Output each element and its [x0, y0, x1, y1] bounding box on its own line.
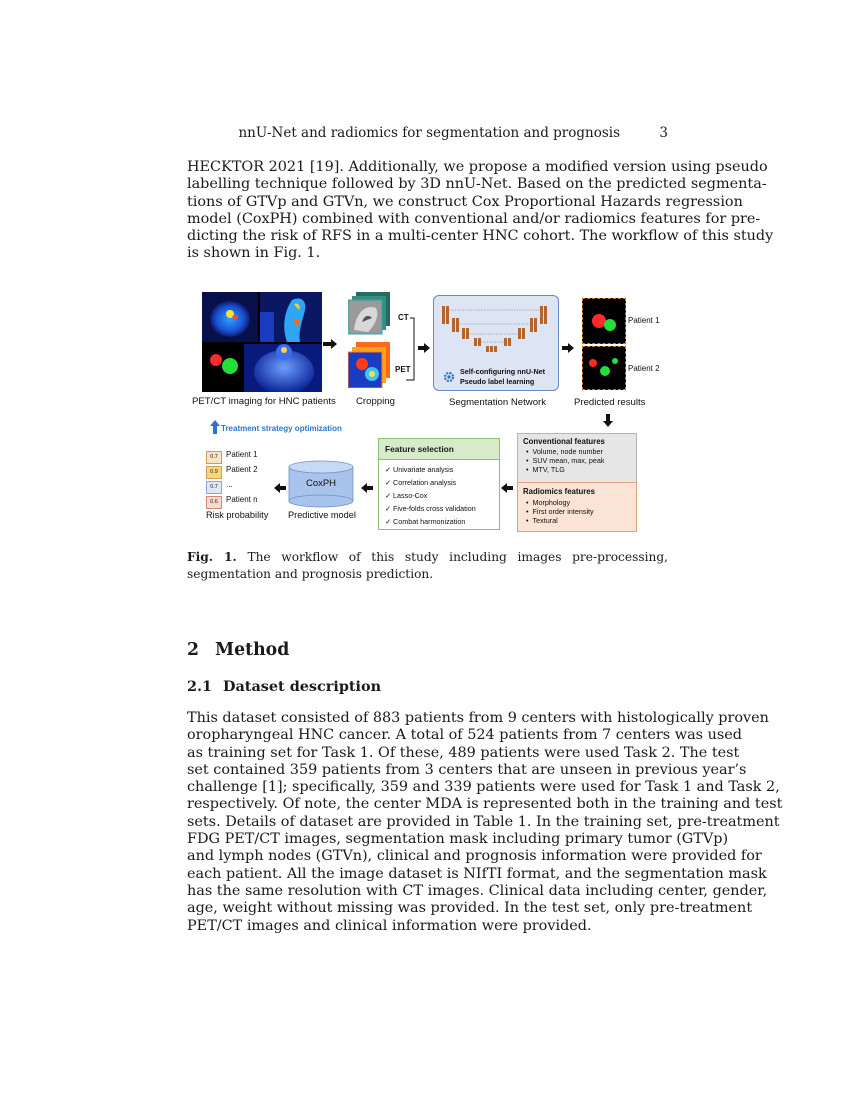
- running-title: nnU-Net and radiomics for segmentation and prognosis: [238, 125, 620, 141]
- text-line: as training set for Task 1. Of these, 489 patients were used Task 2. The test: [187, 744, 740, 761]
- patient-2-label: Patient 2: [628, 364, 660, 373]
- section-number: 2: [187, 640, 200, 660]
- risk-probability-label: Risk probability: [206, 510, 269, 520]
- text-line: labelling technique followed by 3D nnU-Net. Based on the predicted segmenta-: [187, 176, 767, 193]
- text-line: each patient. All the image dataset is NIfTI format, and the segmentation mask: [187, 865, 767, 882]
- predicted-image-patient-1: [582, 298, 626, 344]
- radiomics-feature-item: • Textural: [526, 516, 558, 525]
- treatment-label: Treatment strategy optimization: [221, 424, 342, 433]
- conventional-feature-item: • SUV mean, max, peak: [526, 456, 605, 465]
- arrow-icon: [418, 340, 430, 358]
- text-line: sets. Details of dataset are provided in Table 1. In the training set, pre-treatment: [187, 813, 780, 830]
- text-line: model (CoxPH) combined with conventional and/or radiomics features for pre-: [187, 210, 761, 227]
- text-line: has the same resolution with CT images. Clinical data including center, gender,: [187, 882, 768, 899]
- imaging-label: PET/CT imaging for HNC patients: [192, 396, 336, 407]
- text-line: FDG PET/CT images, segmentation mask including primary tumor (GTVp): [187, 831, 729, 848]
- risk-patient-label: Patient 2: [226, 465, 258, 474]
- dataset-paragraph: [187, 710, 783, 935]
- segmentation-network-box: [433, 295, 559, 391]
- arrow-left-icon: [501, 480, 513, 498]
- figure-caption: [187, 549, 668, 582]
- text-line: tions of GTVp and GTVn, we construct Cox Proportional Hazards regression: [187, 193, 743, 210]
- cropping-label: Cropping: [356, 396, 395, 407]
- petct-image-panel: [202, 292, 322, 392]
- risk-value: 0.7: [206, 451, 222, 464]
- arrow-down-icon: [603, 414, 613, 432]
- arrow-icon: [562, 340, 574, 358]
- text-line: is shown in Fig. 1.: [187, 245, 321, 262]
- feature-selection-box: [378, 438, 500, 530]
- predicted-label: Predicted results: [574, 397, 646, 408]
- caption-text: The workflow of this study including images pre-processing, segmentation and prognosis prediction.: [187, 550, 669, 581]
- section-heading: [187, 640, 289, 660]
- section-title: Method: [215, 640, 290, 660]
- radiomics-feature-item: • First order intensity: [526, 507, 594, 516]
- subsection-number: 2.1: [187, 678, 213, 695]
- text-line: PET/CT images and clinical information were provided.: [187, 917, 592, 934]
- subsection-title: Dataset description: [223, 678, 382, 695]
- text-line: and lymph nodes (GTVn), clinical and prognosis information were provided for: [187, 848, 762, 865]
- arrow-up-icon: [210, 420, 220, 439]
- radiomics-features-box: [517, 482, 637, 532]
- predicted-image-patient-2: [582, 346, 626, 390]
- conventional-feature-item: • MTV, TLG: [526, 465, 565, 474]
- conventional-features-title: Conventional features: [523, 437, 605, 446]
- bracket-connector: [402, 312, 416, 387]
- risk-row: [206, 450, 276, 465]
- arrow-left-icon: [274, 480, 286, 498]
- conventional-features-box: [517, 433, 637, 483]
- ct-label: CT: [398, 313, 409, 322]
- risk-row: [206, 480, 276, 495]
- risk-value: 0.7: [206, 481, 222, 494]
- coxph-label: CoxPH: [305, 478, 337, 489]
- risk-row: [206, 495, 276, 510]
- feature-selection-item: ✓ Combat harmonization: [385, 517, 466, 526]
- caption-label: Fig. 1.: [187, 550, 237, 564]
- risk-value: 0.6: [206, 496, 222, 509]
- risk-list: [206, 450, 276, 510]
- text-line: HECKTOR 2021 [19]. Additionally, we propose a modified version using pseudo: [187, 159, 768, 175]
- coxph-model-cylinder: [288, 460, 354, 508]
- feature-selection-item: ✓ Univariate analysis: [385, 465, 454, 474]
- nnunet-label: Self-configuring nnU-Net: [460, 367, 546, 376]
- arrow-left-icon: [361, 480, 373, 498]
- segmentation-label: Segmentation Network: [449, 397, 547, 408]
- page-number: 3: [659, 125, 668, 141]
- feature-selection-item: ✓ Lasso-Cox: [385, 491, 428, 500]
- gear-icon: [443, 370, 455, 388]
- pseudo-label-text: Pseudo label learning: [460, 377, 535, 386]
- text-line: age, weight without missing was provided. In the test set, only pre-treatment: [187, 900, 753, 917]
- running-header: [188, 125, 668, 143]
- petct-scan-image: [202, 292, 322, 392]
- radiomics-features-title: Radiomics features: [523, 487, 595, 496]
- predictive-model-label: Predictive model: [288, 510, 356, 520]
- risk-patient-label: ...: [226, 480, 233, 489]
- subsection-heading: [187, 678, 381, 695]
- pet-crop-stack: [348, 342, 392, 388]
- patient-1-label: Patient 1: [628, 316, 660, 325]
- feature-selection-item: ✓ Correlation analysis: [385, 478, 457, 487]
- radiomics-feature-item: • Morphology: [526, 498, 571, 507]
- risk-row: [206, 465, 276, 480]
- risk-patient-label: Patient 1: [226, 450, 258, 459]
- workflow-figure: [190, 290, 668, 535]
- text-line: This dataset consisted of 883 patients from 9 centers with histologically proven: [187, 710, 769, 726]
- text-line: dicting the risk of RFS in a multi-center HNC cohort. The workflow of this study: [187, 228, 774, 245]
- pet-label: PET: [395, 365, 411, 374]
- text-line: set contained 359 patients from 3 centers that are unseen in previous year’s: [187, 761, 747, 778]
- ct-crop-stack: [348, 292, 392, 336]
- text-line: respectively. Of note, the center MDA is represented both in the training and test: [187, 796, 783, 813]
- risk-patient-label: Patient n: [226, 495, 258, 504]
- conventional-feature-item: • Volume, node number: [526, 447, 603, 456]
- text-line: challenge [1]; specifically, 359 and 339 patients were used for Task 1 and Task 2,: [187, 779, 780, 796]
- intro-paragraph: [187, 159, 774, 263]
- feature-selection-item: ✓ Five-folds cross validation: [385, 504, 476, 513]
- feature-selection-header: Feature selection: [379, 439, 499, 460]
- unet-diagram-icon: [434, 296, 558, 366]
- arrow-icon: [323, 336, 337, 354]
- text-line: oropharyngeal HNC cancer. A total of 524 patients from 7 centers was used: [187, 727, 742, 744]
- risk-value: 0.9: [206, 466, 222, 479]
